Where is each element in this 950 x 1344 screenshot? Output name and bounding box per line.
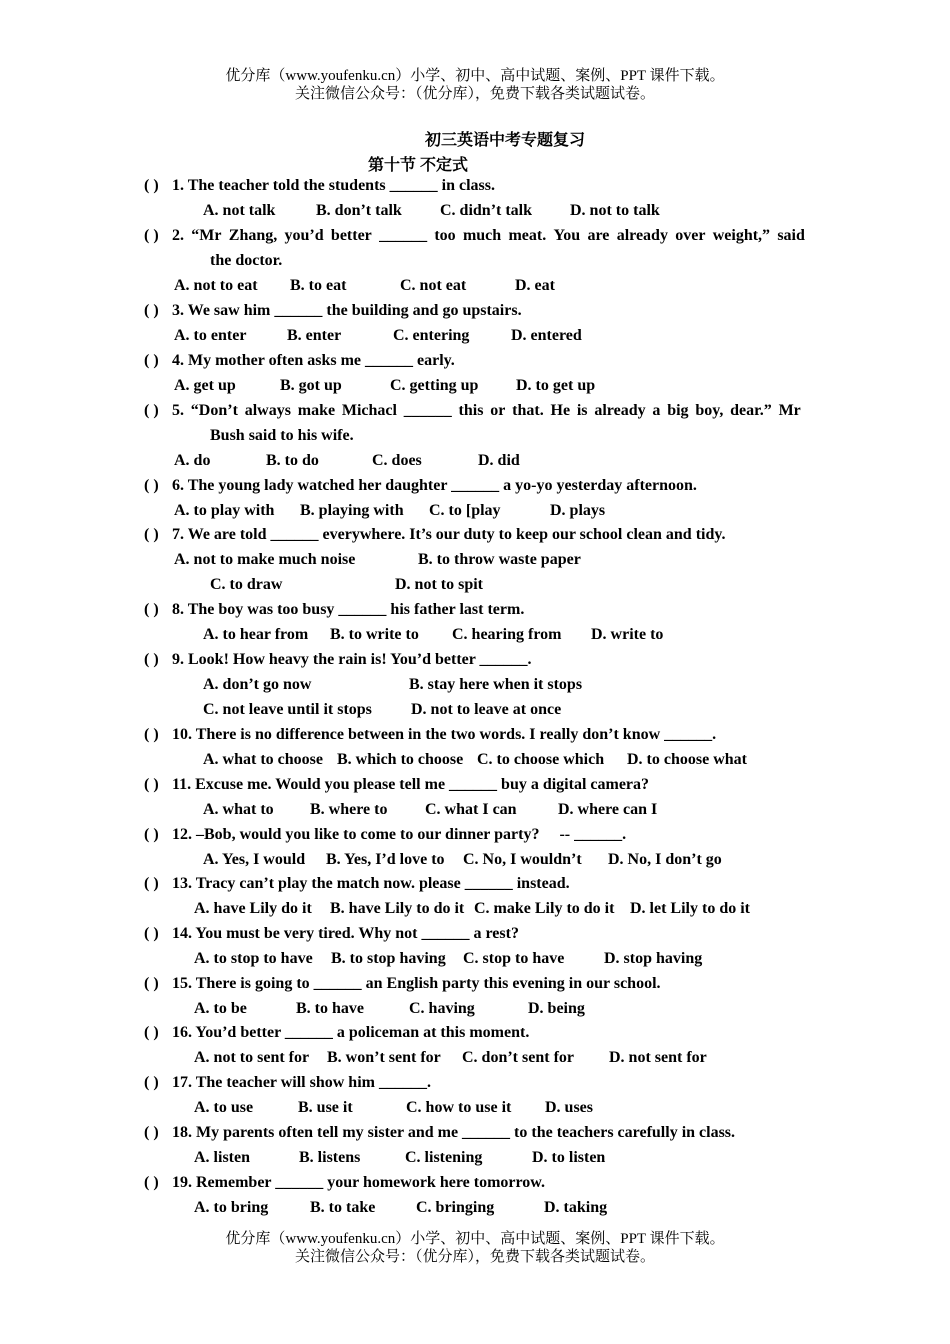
q3-option-b[interactable]: B. enter xyxy=(287,327,342,344)
q13-option-a[interactable]: A. have Lily do it xyxy=(194,900,312,917)
question-stem: 2. “Mr Zhang, you’d better ______ too much meat. You are already over weight,” said xyxy=(172,227,805,244)
q11-option-c[interactable]: C. what I can xyxy=(425,801,517,818)
q18-option-d[interactable]: D. to listen xyxy=(532,1149,606,1166)
question-stem: 8. The boy was too busy ______ his father last term. xyxy=(172,601,525,618)
question-stem: 17. The teacher will show him ______. xyxy=(172,1074,431,1091)
q4-option-b[interactable]: B. got up xyxy=(280,377,342,394)
question-8 xyxy=(144,601,524,619)
q3-option-d[interactable]: D. entered xyxy=(511,327,582,344)
q14-option-c[interactable]: C. stop to have xyxy=(463,950,565,967)
question-10 xyxy=(144,726,716,744)
question-stem: 19. Remember ______ your homework here tomorrow. xyxy=(172,1174,545,1191)
q3-option-a[interactable]: A. to enter xyxy=(174,327,247,344)
q12-option-c[interactable]: C. No, I wouldn’t xyxy=(463,851,582,868)
page-title: 初三英语中考专题复习 xyxy=(425,132,586,149)
q13-option-d[interactable]: D. let Lily to do it xyxy=(630,900,750,917)
question-5-cont: Bush said to his wife. xyxy=(210,427,354,444)
answer-blank[interactable]: ( ) xyxy=(144,875,159,892)
question-3 xyxy=(144,302,522,320)
q7-option-c[interactable]: C. to draw xyxy=(210,576,283,593)
q4-option-d[interactable]: D. to get up xyxy=(516,377,596,394)
q4-option-c[interactable]: C. getting up xyxy=(390,377,479,394)
q5-option-c[interactable]: C. does xyxy=(372,452,422,469)
q13-option-c[interactable]: C. make Lily to do it xyxy=(474,900,615,917)
answer-blank[interactable]: ( ) xyxy=(144,526,159,543)
q5-option-d[interactable]: D. did xyxy=(478,452,520,469)
question-2-cont: the doctor. xyxy=(210,252,283,269)
question-5 xyxy=(144,402,801,420)
question-15 xyxy=(144,975,661,993)
q4-option-a[interactable]: A. get up xyxy=(174,377,236,394)
q14-option-d[interactable]: D. stop having xyxy=(604,950,703,967)
q18-option-b[interactable]: B. listens xyxy=(299,1149,361,1166)
answer-blank[interactable]: ( ) xyxy=(144,1024,159,1041)
question-7 xyxy=(144,526,725,544)
question-stem: 16. You’d better ______ a policeman at this moment. xyxy=(172,1024,530,1041)
q7-option-a[interactable]: A. not to make much noise xyxy=(174,551,356,568)
q18-option-c[interactable]: C. listening xyxy=(405,1149,483,1166)
q8-option-a[interactable]: A. to hear from xyxy=(203,626,309,643)
q5-option-b[interactable]: B. to do xyxy=(266,452,319,469)
question-6 xyxy=(144,477,697,495)
question-14 xyxy=(144,925,519,943)
question-stem: 4. My mother often asks me ______ early. xyxy=(172,352,455,369)
question-stem: 1. The teacher told the students ______ in class. xyxy=(172,177,495,194)
question-9 xyxy=(144,651,532,669)
question-16 xyxy=(144,1024,529,1042)
q1-option-c[interactable]: C. didn’t talk xyxy=(440,202,533,219)
q12-option-a[interactable]: A. Yes, I would xyxy=(203,851,306,868)
header-line-1: 优分库（www.youfenku.cn）小学、初中、高中试题、案例、PPT 课件下载。 xyxy=(225,68,725,84)
answer-blank[interactable]: ( ) xyxy=(144,975,159,992)
q6-option-d[interactable]: D. plays xyxy=(550,502,606,519)
q1-option-d[interactable]: D. not to talk xyxy=(570,202,660,219)
answer-blank[interactable]: ( ) xyxy=(144,601,159,618)
q9-option-d[interactable]: D. not to leave at once xyxy=(411,701,562,718)
q9-option-b[interactable]: B. stay here when it stops xyxy=(409,676,583,693)
question-stem: 12. –Bob, would you like to come to our dinner party? -- ______. xyxy=(172,826,627,843)
answer-blank[interactable]: ( ) xyxy=(144,776,159,793)
footer-line-1: 优分库（www.youfenku.cn）小学、初中、高中试题、案例、PPT 课件下载。 xyxy=(225,1231,725,1247)
q10-option-a[interactable]: A. what to choose xyxy=(203,751,323,768)
q8-option-c[interactable]: C. hearing from xyxy=(452,626,562,643)
question-2 xyxy=(144,227,805,245)
answer-blank[interactable]: ( ) xyxy=(144,402,159,419)
question-12 xyxy=(144,826,626,844)
q19-option-b[interactable]: B. to take xyxy=(310,1199,376,1216)
q6-option-c[interactable]: C. to [play xyxy=(429,502,501,519)
question-18 xyxy=(144,1124,735,1142)
answer-blank[interactable]: ( ) xyxy=(144,177,159,194)
question-17 xyxy=(144,1074,431,1092)
q8-option-d[interactable]: D. write to xyxy=(591,626,664,643)
q15-option-b[interactable]: B. to have xyxy=(296,1000,364,1017)
q13-option-b[interactable]: B. have Lily to do it xyxy=(330,900,465,917)
section-title: 第十节 不定式 xyxy=(368,157,469,174)
answer-blank[interactable]: ( ) xyxy=(144,826,159,843)
footer-line-2: 关注微信公众号：（优分库），免费下载各类试题试卷。 xyxy=(294,1249,655,1265)
q2-option-c[interactable]: C. not eat xyxy=(400,277,467,294)
q17-option-d[interactable]: D. uses xyxy=(545,1099,594,1116)
question-stem: 9. Look! How heavy the rain is! You’d better ______. xyxy=(172,651,532,668)
answer-blank[interactable]: ( ) xyxy=(144,1124,159,1141)
q2-option-a[interactable]: A. not to eat xyxy=(174,277,258,294)
q17-option-c[interactable]: C. how to use it xyxy=(406,1099,512,1116)
q2-option-d[interactable]: D. eat xyxy=(515,277,555,294)
q18-option-a[interactable]: A. listen xyxy=(194,1149,250,1166)
q16-option-b[interactable]: B. won’t sent for xyxy=(327,1049,441,1066)
q11-option-a[interactable]: A. what to xyxy=(203,801,274,818)
answer-blank[interactable]: ( ) xyxy=(144,1174,159,1191)
question-stem: 5. “Don’t always make Michacl ______ this or that. He is already a big boy, dear.” Mr xyxy=(172,402,801,419)
q6-option-b[interactable]: B. playing with xyxy=(300,502,404,519)
answer-blank[interactable]: ( ) xyxy=(144,1074,159,1091)
q15-option-c[interactable]: C. having xyxy=(409,1000,475,1017)
q7-option-d[interactable]: D. not to spit xyxy=(395,576,484,593)
q14-option-a[interactable]: A. to stop to have xyxy=(194,950,313,967)
q17-option-a[interactable]: A. to use xyxy=(194,1099,254,1116)
q15-option-d[interactable]: D. being xyxy=(528,1000,585,1017)
question-stem: 18. My parents often tell my sister and me ______ to the teachers carefully in class. xyxy=(172,1124,736,1141)
q9-option-a[interactable]: A. don’t go now xyxy=(203,676,312,693)
question-stem: 14. You must be very tired. Why not ______ a rest? xyxy=(172,925,519,942)
question-stem: 3. We saw him ______ the building and go upstairs. xyxy=(172,302,522,319)
answer-blank[interactable]: ( ) xyxy=(144,227,159,244)
q9-option-c[interactable]: C. not leave until it stops xyxy=(203,701,372,718)
q14-option-b[interactable]: B. to stop having xyxy=(331,950,446,967)
question-stem: 10. There is no difference between in the two words. I really don’t know ______. xyxy=(172,726,717,743)
answer-blank[interactable]: ( ) xyxy=(144,925,159,942)
q5-option-a[interactable]: A. do xyxy=(174,452,211,469)
answer-blank[interactable]: ( ) xyxy=(144,651,159,668)
q16-option-c[interactable]: C. don’t sent for xyxy=(462,1049,574,1066)
q7-option-b[interactable]: B. to throw waste paper xyxy=(418,551,581,568)
question-stem: 7. We are told ______ everywhere. It’s our duty to keep our school clean and tidy. xyxy=(172,526,726,543)
question-13 xyxy=(144,875,570,893)
q16-option-d[interactable]: D. not sent for xyxy=(609,1049,707,1066)
answer-blank[interactable]: ( ) xyxy=(144,477,159,494)
q10-option-d[interactable]: D. to choose what xyxy=(627,751,747,768)
question-11 xyxy=(144,776,649,794)
q16-option-a[interactable]: A. not to sent for xyxy=(194,1049,310,1066)
answer-blank[interactable]: ( ) xyxy=(144,726,159,743)
q3-option-c[interactable]: C. entering xyxy=(393,327,470,344)
q11-option-d[interactable]: D. where can I xyxy=(558,801,658,818)
q11-option-b[interactable]: B. where to xyxy=(310,801,388,818)
q19-option-a[interactable]: A. to bring xyxy=(194,1199,269,1216)
q10-option-b[interactable]: B. which to choose xyxy=(337,751,464,768)
q19-option-c[interactable]: C. bringing xyxy=(416,1199,495,1216)
question-stem: 11. Excuse me. Would you please tell me ______ buy a digital camera? xyxy=(172,776,650,793)
question-stem: 6. The young lady watched her daughter ______ a yo-yo yesterday afternoon. xyxy=(172,477,697,494)
header-line-2: 关注微信公众号：（优分库），免费下载各类试题试卷。 xyxy=(294,86,655,102)
q17-option-b[interactable]: B. use it xyxy=(298,1099,353,1116)
question-4 xyxy=(144,352,455,370)
q12-option-b[interactable]: B. Yes, I’d love to xyxy=(326,851,445,868)
question-stem: 13. Tracy can’t play the match now. please ______ instead. xyxy=(172,875,570,892)
q8-option-b[interactable]: B. to write to xyxy=(330,626,419,643)
q15-option-a[interactable]: A. to be xyxy=(194,1000,247,1017)
q19-option-d[interactable]: D. taking xyxy=(544,1199,608,1216)
question-1 xyxy=(144,177,495,195)
question-19 xyxy=(144,1174,545,1192)
answer-blank[interactable]: ( ) xyxy=(144,352,159,369)
answer-blank[interactable]: ( ) xyxy=(144,302,159,319)
q2-option-b[interactable]: B. to eat xyxy=(290,277,347,294)
q1-option-a[interactable]: A. not talk xyxy=(203,202,276,219)
q1-option-b[interactable]: B. don’t talk xyxy=(316,202,402,219)
q12-option-d[interactable]: D. No, I don’t go xyxy=(608,851,722,868)
q6-option-a[interactable]: A. to play with xyxy=(174,502,275,519)
question-stem: 15. There is going to ______ an English party this evening in our school. xyxy=(172,975,661,992)
q10-option-c[interactable]: C. to choose which xyxy=(477,751,605,768)
